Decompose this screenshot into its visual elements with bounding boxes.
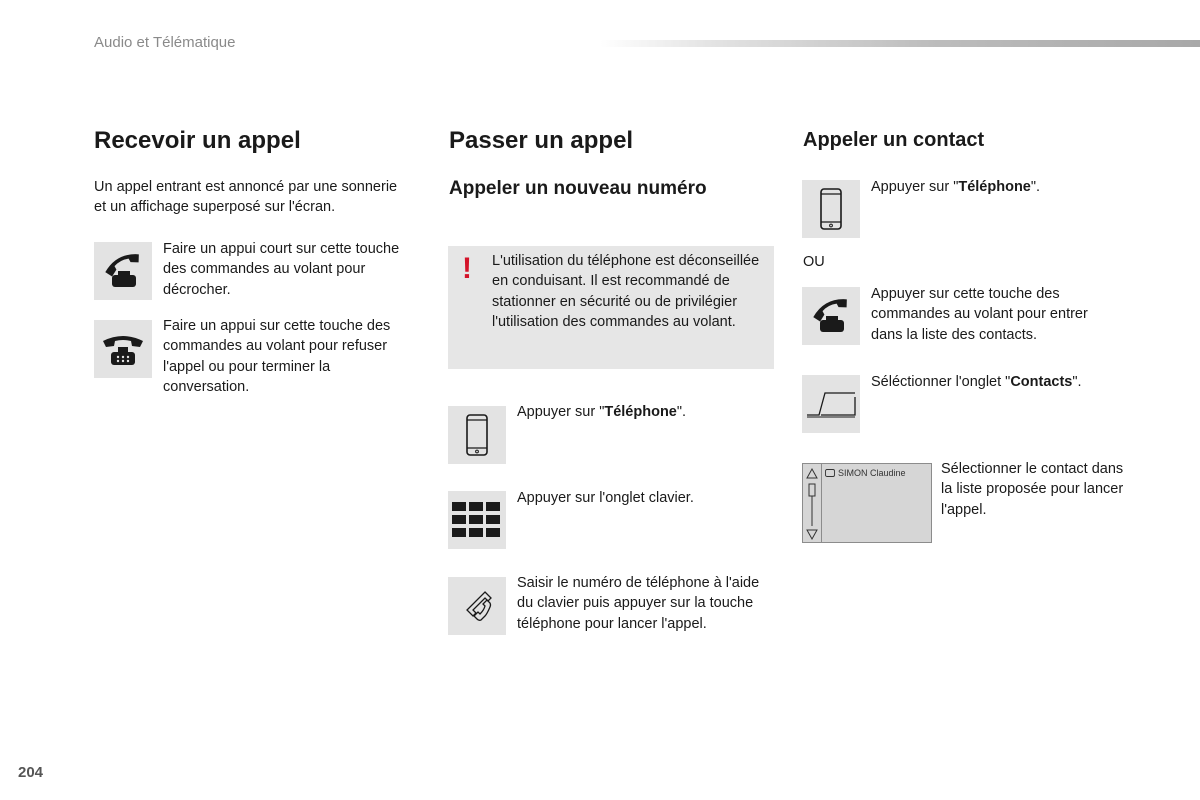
list-scrollbar [803, 464, 822, 542]
tab-icon [802, 375, 860, 433]
page-number: 204 [18, 764, 44, 781]
contacts-tab-instruction: Séléctionner l'onglet "Contacts". [871, 374, 1082, 390]
bold-label-telephone: Téléphone [604, 404, 677, 420]
phone-pickup-icon [94, 242, 152, 300]
select-contact-instruction: Sélectionner le contact dans la liste proposée pour lancer l'appel. [941, 461, 1124, 518]
keypad-instruction: Appuyer sur l'onglet clavier. [517, 490, 694, 506]
warning-box [448, 246, 774, 369]
section-title-call: Passer un appel [449, 127, 634, 154]
keypad-icon [448, 491, 506, 549]
section-title-receive: Recevoir un appel [94, 127, 301, 154]
dial-instruction: Saisir le numéro de téléphone à l'aide du clavier puis appuyer sur la touche téléphone pour lancer l'appel. [517, 575, 760, 632]
smartphone-icon [802, 180, 860, 238]
warning-icon: ! [462, 252, 472, 285]
warning-text: L'utilisation du téléphone est déconseillée en conduisant. Il est recommandé de stationner en sécurité ou de privilégier l'utilisation des commandes au volant. [492, 253, 760, 330]
phone-hangup-icon [94, 320, 152, 378]
subtitle-new-number: Appeler un nouveau numéro [449, 178, 707, 199]
section-title-contact: Appeler un contact [803, 129, 985, 151]
list-item-label: SIMON Claudine [838, 468, 906, 478]
contact-wheel-instruction: Appuyer sur cette touche des commandes au volant pour entrer dans la liste des contacts. [871, 286, 1088, 343]
smartphone-icon [448, 406, 506, 464]
list-item [825, 468, 906, 478]
handset-icon [448, 577, 506, 635]
press-phone-instruction: Appuyer sur "Téléphone". [517, 404, 687, 420]
running-header: Audio et Télématique [94, 34, 236, 51]
phone-pickup-icon [802, 287, 860, 345]
bold-label-contacts: Contacts [1010, 374, 1073, 390]
contact-list-screen [802, 463, 932, 543]
or-label: OU [803, 254, 825, 270]
header-bar [600, 40, 1200, 47]
contact-card-icon [825, 469, 835, 477]
contact-press-phone: Appuyer sur "Téléphone". [871, 179, 1041, 195]
bold-label-telephone: Téléphone [958, 179, 1031, 195]
receive-intro: Un appel entrant est annoncé par une sonnerie et un affichage superposé sur l'écran. [94, 179, 398, 216]
pickup-instruction: Faire un appui court sur cette touche des commandes au volant pour décrocher. [163, 241, 400, 298]
hangup-instruction: Faire un appui sur cette touche des commandes au volant pour refuser l'appel ou pour terminer la conversation. [163, 318, 391, 395]
